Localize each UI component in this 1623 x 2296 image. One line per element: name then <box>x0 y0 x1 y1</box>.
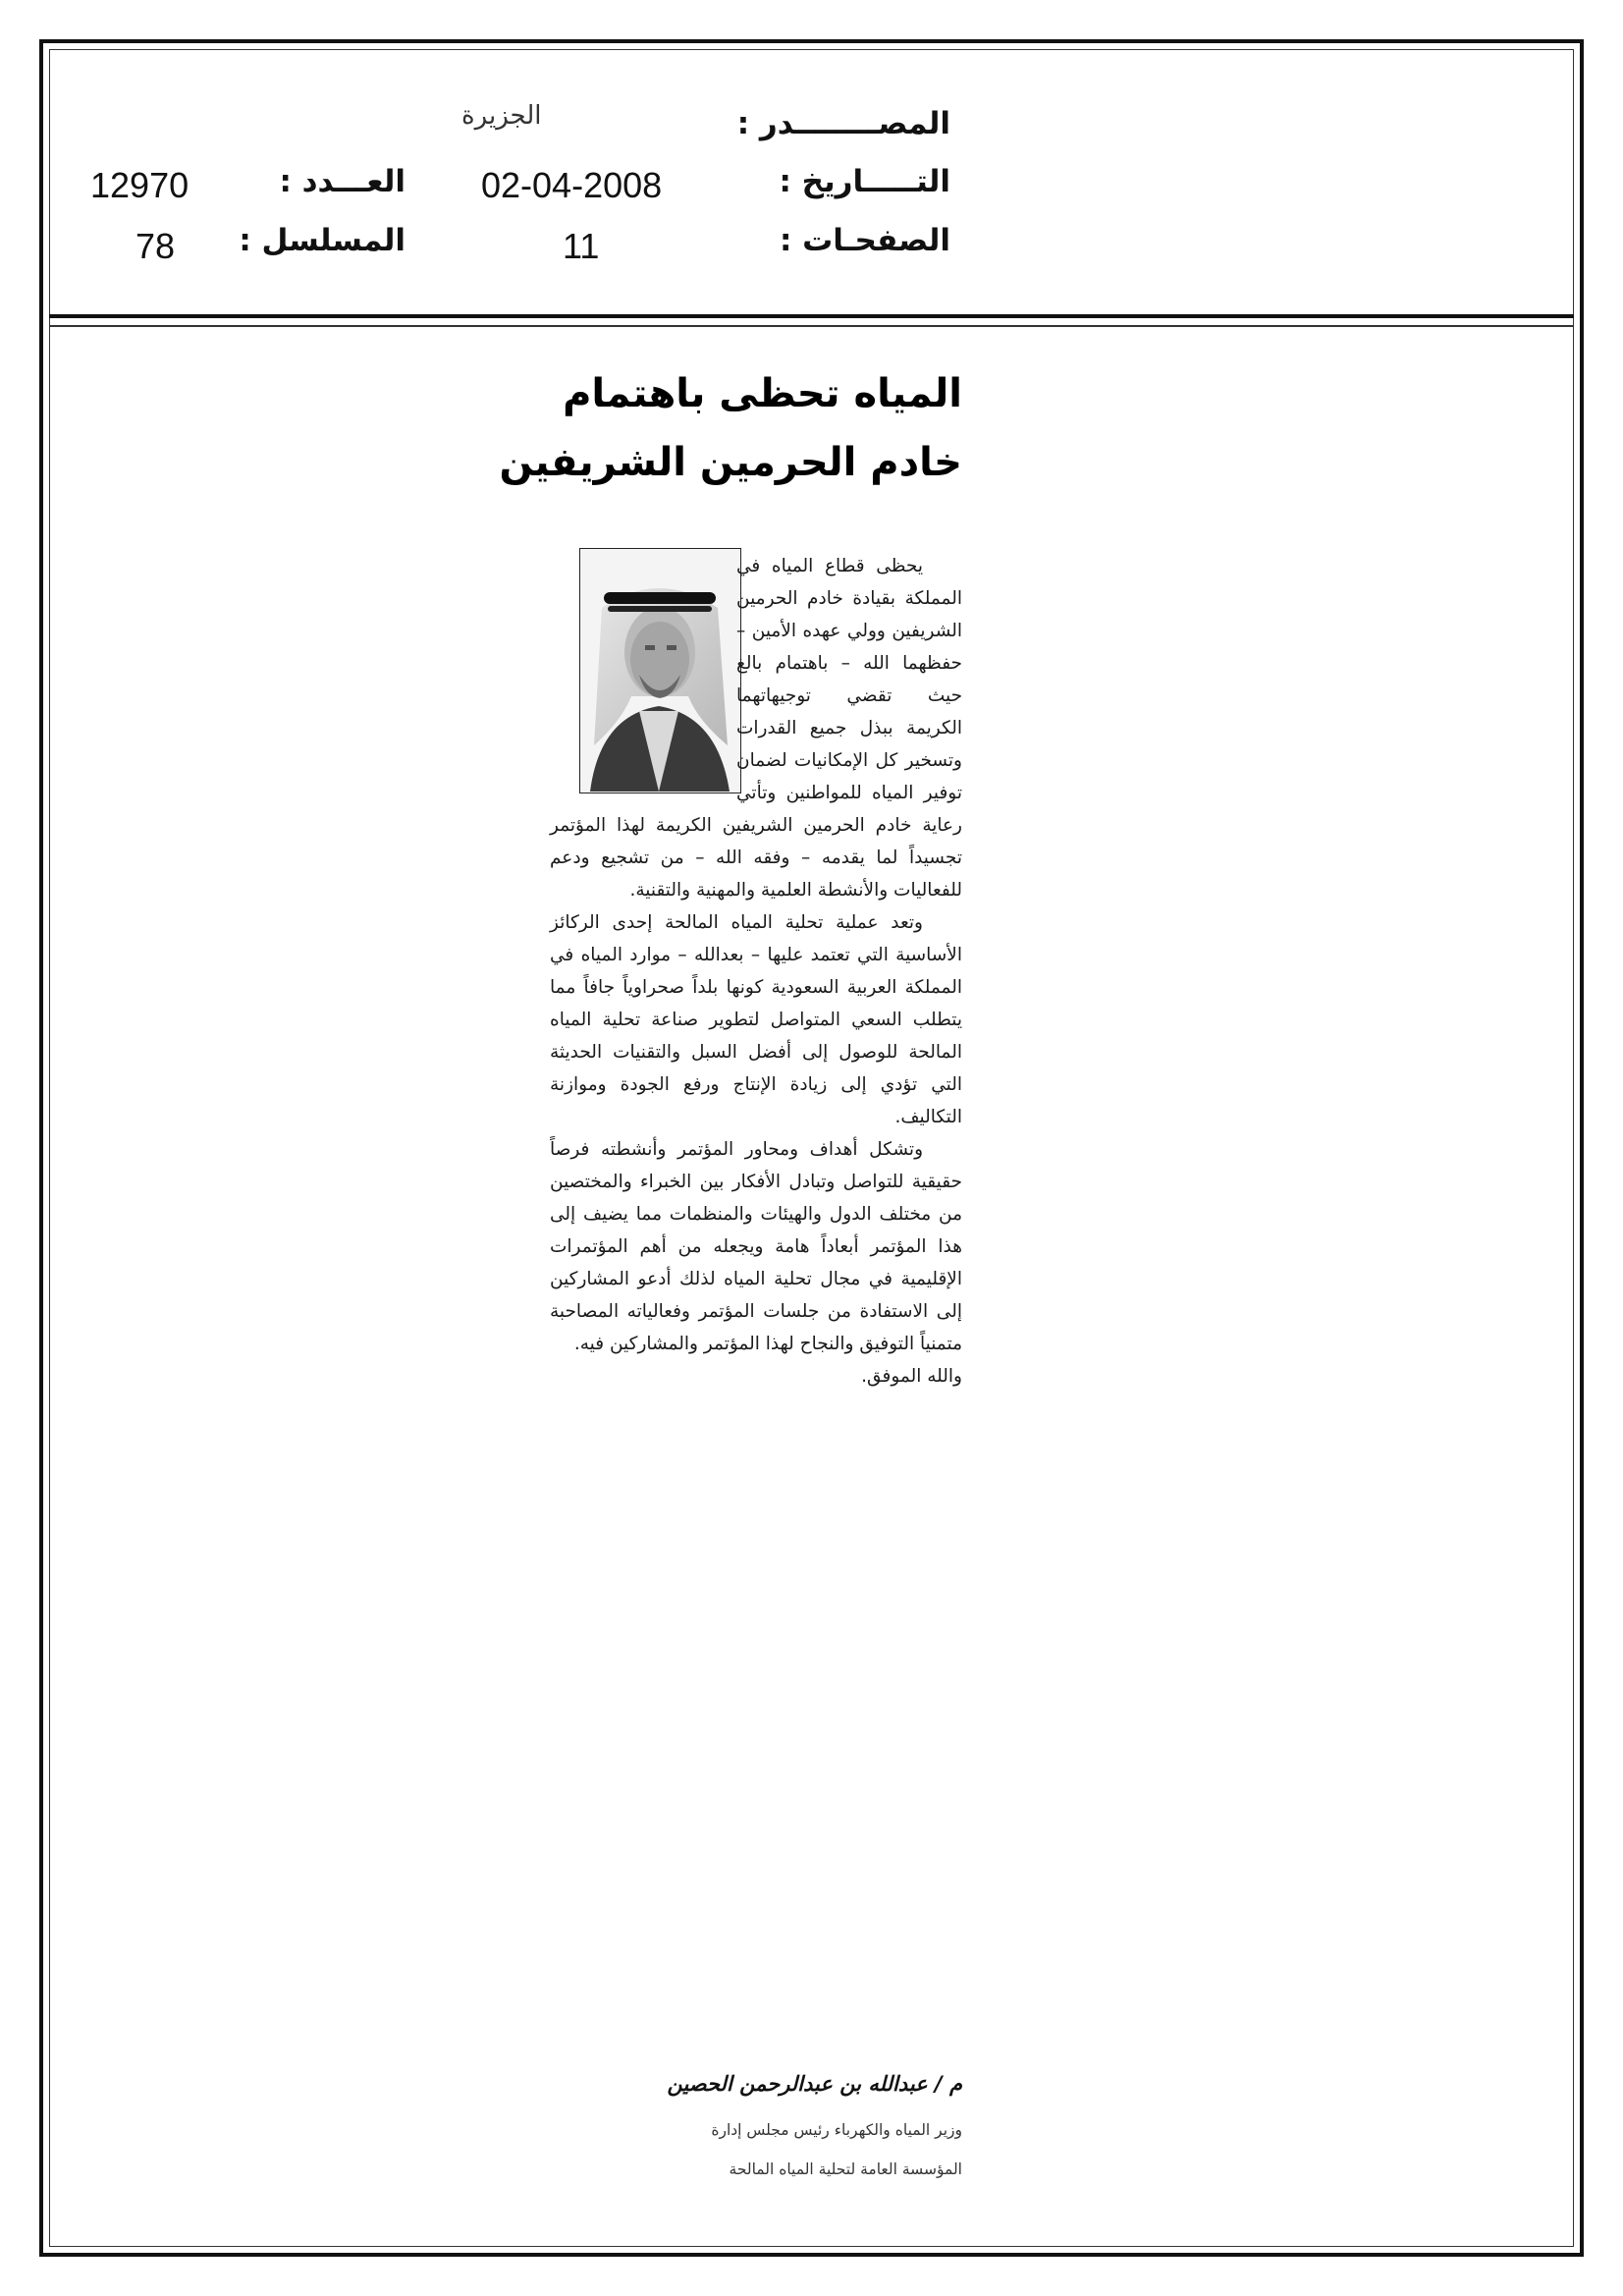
author-title-line-2: المؤسسة العامة لتحلية المياه المالحة <box>729 2160 962 2178</box>
author-name: م / عبدالله بن عبدالرحمن الحصين <box>667 2072 962 2096</box>
date-value: 02-04-2008 <box>481 165 663 205</box>
date-label: التـــــاريخ : <box>779 164 950 199</box>
paragraph-3: وتشكل أهداف ومحاور المؤتمر وأنشطته فرصاً حقيقية للتواصل وتبادل الأفكار بين الخبراء والمختصين من مختلف الدول والهيئات والمنظمات مما يضيف إلى هذا المؤتمر أبعاداً هامة ويجعله من أهم المؤتمرات الإقليمية في مجال تحلية المياه لذلك أدعو المشاركين إلى الاستفادة من جلسات المؤتمر وفعالياته المصاحبة متمنياً التوفيق والنجاح لهذا المؤتمر والمشاركين فيه. <box>550 1139 962 1354</box>
header-divider-thin <box>49 325 1574 327</box>
pages-value: 11 <box>563 226 600 266</box>
serial-label: المسلسل : <box>239 223 406 258</box>
paragraph-1: يحظى قطاع المياه في المملكة بقيادة خادم الحرمين الشريفين وولي عهده الأمين – حفظهما الله – باهتمام بالغ حيث تقضي توجيهاتهما الكريمة ببذل جميع القدرات وتسخير كل الإمكانيات لضمان توفير المياه للمواطنين وتأتي رعاية خادم الحرمين الشريفين الكريمة لهذا المؤتمر تجسيداً لما يقدمه – وفقه الله – من تشجيع ودعم للفعاليات والأنشطة العلمية والمهنية والتقنية. <box>550 556 962 901</box>
article-body <box>550 550 962 1393</box>
paragraph-2: وتعد عملية تحلية المياه المالحة إحدى الركائز الأساسية التي تعتمد عليها – بعدالله – موارد المياه في المملكة العربية السعودية كونها بلداً صحراوياً جافاً مما يتطلب السعي المتواصل لتطوير صناعة تحلية المياه المالحة للوصول إلى أفضل السبل والتقنيات الحديثة التي تؤدي إلى زيادة الإنتاج ورفع الجودة وموازنة التكاليف. <box>550 912 962 1127</box>
headline-line-2: خادم الحرمين الشريفين <box>499 440 962 485</box>
issue-value: 12970 <box>90 165 189 205</box>
author-title-line-1: وزير المياه والكهرباء رئيس مجلس إدارة <box>711 2121 962 2139</box>
issue-label: العـــدد : <box>279 164 406 199</box>
header-divider <box>49 314 1574 318</box>
headline-line-1: المياه تحظى باهتمام <box>563 371 962 416</box>
article-clipping <box>499 354 962 2229</box>
source-value: الجزيرة <box>461 101 542 131</box>
pages-label: الصفحـات : <box>779 223 950 258</box>
source-label: المصــــــــدر : <box>736 106 950 141</box>
closing-line: والله الموفق. <box>861 1366 962 1387</box>
serial-value: 78 <box>135 226 176 266</box>
